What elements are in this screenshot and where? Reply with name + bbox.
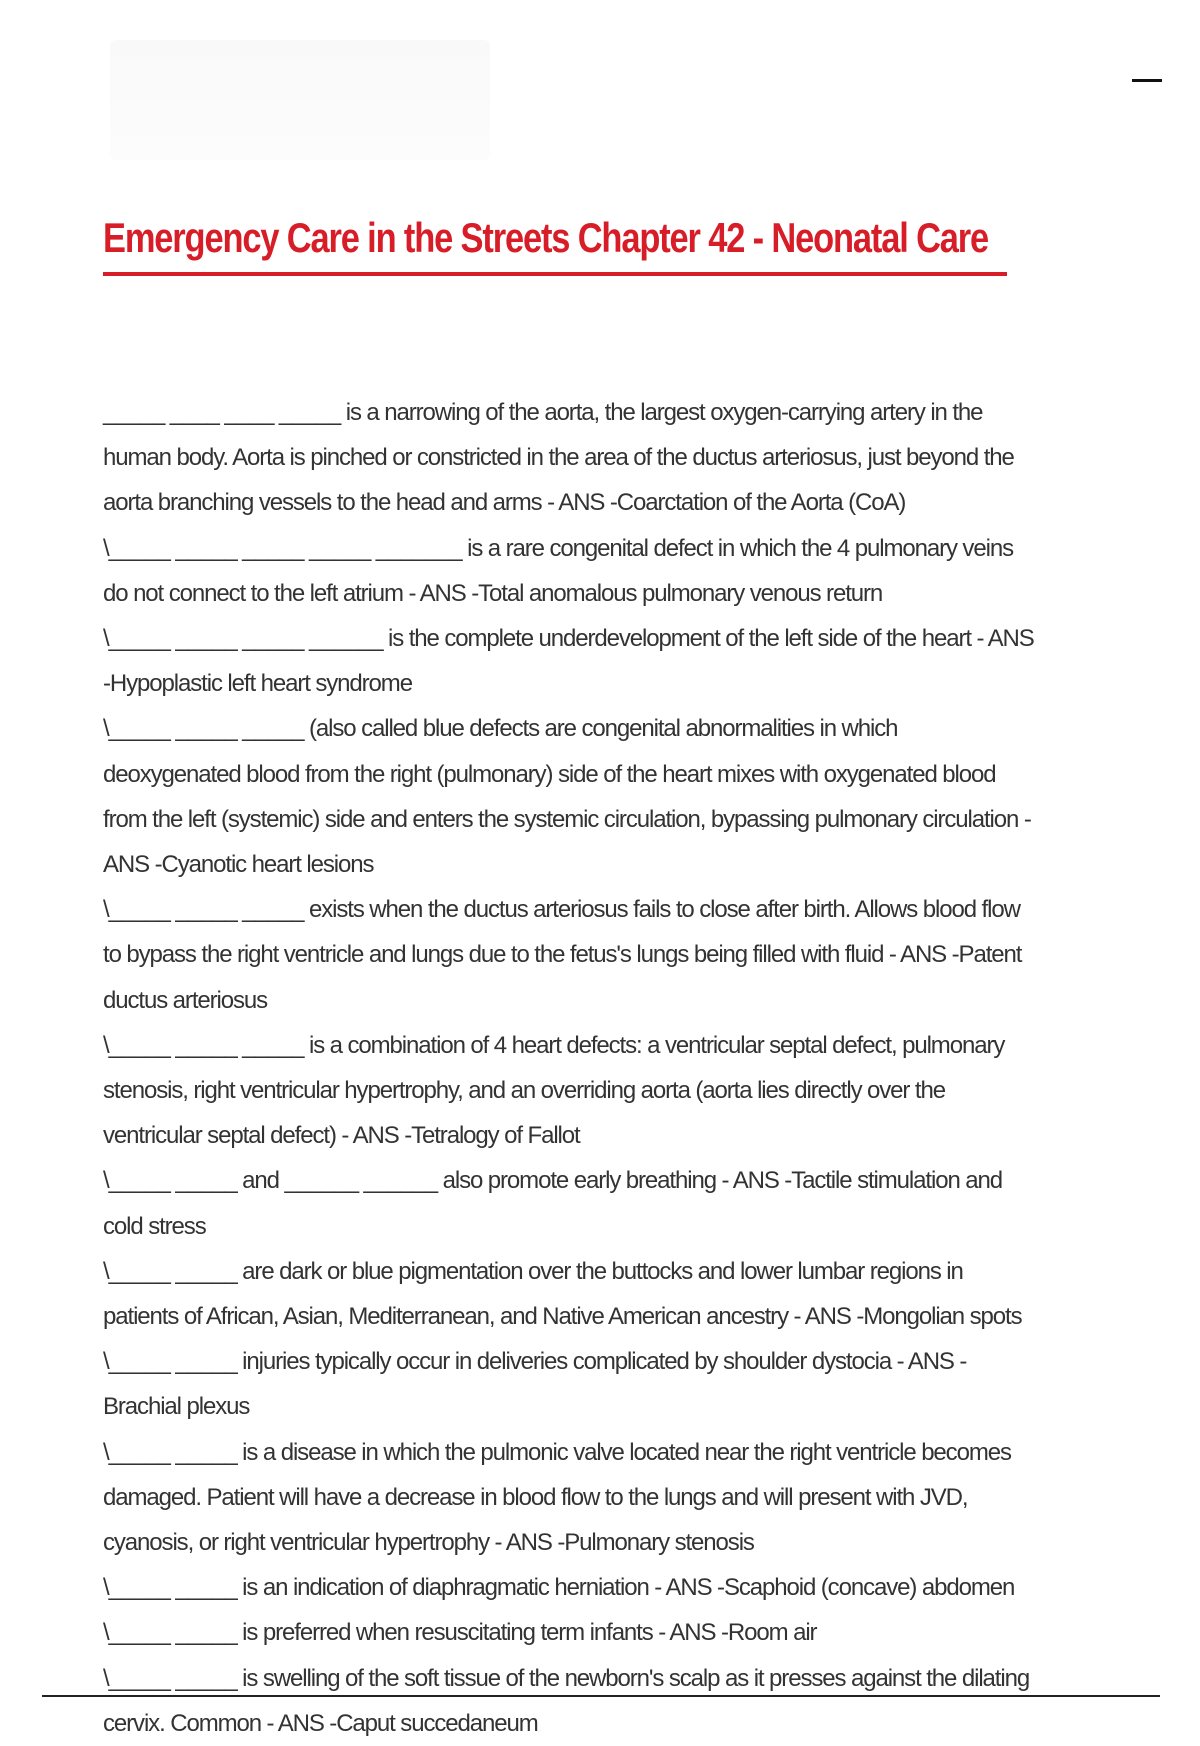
flashcard-list — [103, 390, 1038, 1746]
flashcard-question: \_____ _____ and ______ ______ also promote early breathing - — [103, 1167, 729, 1195]
faded-header-watermark — [110, 40, 490, 160]
flashcard-question: \_____ _____ is preferred when resuscitating term infants - — [103, 1619, 666, 1647]
page-bottom-rule — [42, 1695, 1160, 1697]
flashcard-question: \_____ _____ are dark or blue pigmentation over the buttocks and lower lumbar regions in patients of African, Asian, Mediterranean, and Native American ancestry - — [103, 1257, 963, 1331]
page-corner-mark — [1132, 79, 1162, 82]
flashcard-item — [103, 390, 1038, 526]
flashcard-item — [103, 1023, 1038, 1159]
flashcard-answer: ANS -Mongolian spots — [804, 1303, 1022, 1331]
flashcard-question: \_____ _____ is an indication of diaphragmatic herniation - — [103, 1574, 662, 1602]
flashcard-answer: ANS -Room air — [669, 1619, 817, 1647]
flashcard-item — [103, 1430, 1038, 1566]
flashcard-item — [103, 1249, 1038, 1339]
flashcard-question: \_____ _____ _____ exists when the ductus arteriosus fails to close after birth. Allows blood flow to bypass the right ventricle and lungs due to the fetus's lungs being filled with fluid - — [103, 896, 1020, 969]
title-underline — [103, 272, 1007, 276]
flashcard-answer: ANS -Patent ductus arteriosus — [103, 941, 1022, 1014]
flashcard-answer: ANS -Scaphoid (concave) abdomen — [665, 1574, 1015, 1602]
flashcard-answer: ANS -Brachial plexus — [103, 1348, 967, 1421]
flashcard-item — [103, 1565, 1038, 1610]
flashcard-answer: ANS -Caput succedaneum — [277, 1709, 538, 1737]
flashcard-answer: ANS -Hypoplastic left heart syndrome — [103, 625, 1034, 698]
flashcard-item — [103, 887, 1038, 1023]
flashcard-item — [103, 1158, 1038, 1248]
flashcard-item — [103, 706, 1038, 887]
flashcard-item — [103, 1610, 1038, 1655]
flashcard-question: \_____ _____ _____ is a combination of 4 heart defects: a ventricular septal defect, pulmonary stenosis, right ventricular hypertrophy, and an overriding aorta (aorta lies directly over the ventricular septal defect) - — [103, 1031, 1005, 1150]
flashcard-question: \_____ _____ is swelling of the soft tissue of the newborn's scalp as it presses against the dilating cervix. Common - — [103, 1664, 1030, 1737]
flashcard-question: _____ ____ ____ _____ is a narrowing of the aorta, the largest oxygen-carrying artery in the human body. Aorta is pinched or constricted in the area of the ductus arteriosus, just beyond the aorta branching vessels to the head and arms - — [103, 399, 1014, 517]
flashcard-question: \_____ _____ _____ _____ _______ is a rare congenital defect in which the 4 pulmonary veins do not connect to the left atrium - — [103, 534, 1013, 607]
flashcard-item — [103, 1339, 1038, 1429]
flashcard-answer: ANS -Cyanotic heart lesions — [103, 851, 374, 879]
flashcard-answer: ANS -Tetralogy of Fallot — [352, 1122, 580, 1150]
flashcard-question: \_____ _____ injuries typically occur in deliveries complicated by shoulder dystocia - — [103, 1348, 904, 1376]
flashcard-item — [103, 526, 1038, 616]
flashcard-question: \_____ _____ _____ (also called blue defects are congenital abnormalities in which deoxygenated blood from the right (pulmonary) side of the heart mixes with oxygenated blood from the left (systemic) side and enters the systemic circulation, bypassing pulmonary circulation - — [103, 715, 1031, 833]
flashcard-question: \_____ _____ _____ ______ is the complete underdevelopment of the left side of the heart - — [103, 625, 984, 653]
flashcard-answer: ANS -Total anomalous pulmonary venous return — [419, 579, 883, 607]
flashcard-item — [103, 1656, 1038, 1746]
flashcard-answer: ANS -Tactile stimulation and cold stress — [103, 1167, 1003, 1240]
flashcard-item — [103, 616, 1038, 706]
flashcard-answer: ANS -Pulmonary stenosis — [505, 1529, 754, 1557]
flashcard-question: \_____ _____ is a disease in which the pulmonic valve located near the right ventricle becomes damaged. Patient will have a decrease in blood flow to the lungs and will present with JVD, cyanosis, or right ventricular hypertrophy - — [103, 1438, 1011, 1557]
flashcard-answer: ANS -Coarctation of the Aorta (CoA) — [558, 489, 906, 517]
document-title: Emergency Care in the Streets Chapter 42 - Neonatal Care — [103, 214, 989, 261]
